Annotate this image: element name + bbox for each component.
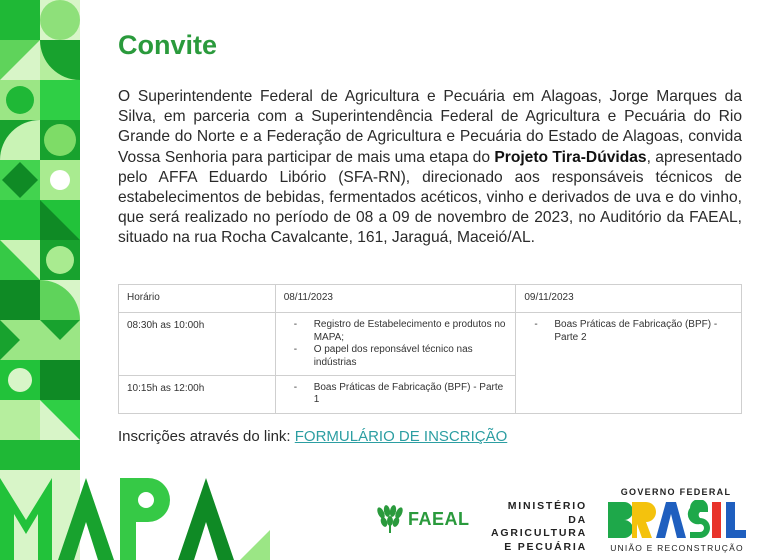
ministerio-logo: [487, 500, 587, 554]
day1-slot2-topics: [275, 375, 516, 413]
project-name: Projeto Tira-Dúvidas: [494, 148, 647, 166]
table-row: [119, 313, 742, 375]
registration-line: [118, 428, 507, 445]
list-item: - Registro de Estabelecimento e produtos no MAPA;: [293, 319, 506, 343]
header-day2: 09/11/2023: [516, 285, 742, 313]
schedule-table: [118, 284, 742, 414]
page-title: Convite: [118, 30, 218, 60]
list-item: - Boas Práticas de Fabricação (BPF) - Parte 2: [534, 319, 718, 343]
faeal-logo: [375, 505, 470, 533]
list-item: - Boas Práticas de Fabricação (BPF) - Parte 1: [293, 381, 504, 406]
wheat-icon: [375, 505, 405, 533]
faeal-wordmark: FAEAL: [408, 508, 470, 529]
registration-text: Inscrições através do link:: [118, 428, 295, 445]
ministerio-line-3: E PECUÁRIA: [504, 540, 587, 553]
time-slot-2: 10:15h as 12:00h: [119, 375, 276, 413]
invitation-paragraph: [118, 87, 742, 249]
time-slot-1: 08:30h as 10:00h: [119, 313, 276, 375]
header-horario: Horário: [119, 285, 276, 313]
day2-topics: [516, 313, 742, 414]
intro-text-part2: , apresentado pelo AFFA Eduardo Libório (SFA-RN), direcionado aos responsáveis técnicos de estabelecimentos de bebidas, fermentados acéticos, vinho e derivados de uva e do vinho, que será realizado no período de 08 a 09 de novembro de 2023, no Auditório da FAEAL, situado na rua Rocha Cavalcante, 161, Jaraguá, Maceió/AL.: [118, 148, 742, 247]
header-day1: 08/11/2023: [275, 285, 516, 313]
day1-slot1-topics: [275, 313, 516, 375]
schedule-header-row: [119, 285, 742, 313]
governo-federal-label: GOVERNO FEDERAL: [620, 487, 732, 497]
brasil-logo: [606, 500, 748, 540]
intro-text-part1: O Superintendente Federal de Agricultura e Pecuária em Alagoas, Jorge Marques da Silva, em parceria com a Superintendência Federal de Agricultura e Pecuária do Rio Grande do Norte e a Federação de Agricultura e Pecuária do Estado de Alagoas, convida Vossa Senhoria para participar de mais uma etapa do: [118, 88, 742, 166]
registration-form-link[interactable]: FORMULÁRIO DE INSCRIÇÃO: [294, 428, 508, 445]
list-item: - O papel dos reponsável técnico nas indústrias: [293, 344, 473, 368]
ministerio-line-1: MINISTÉRIO DA: [507, 500, 587, 526]
ministerio-line-2: AGRICULTURA: [490, 527, 587, 539]
mapa-logo: [0, 470, 270, 560]
government-slogan: UNIÃO E RECONSTRUÇÃO: [610, 543, 744, 553]
